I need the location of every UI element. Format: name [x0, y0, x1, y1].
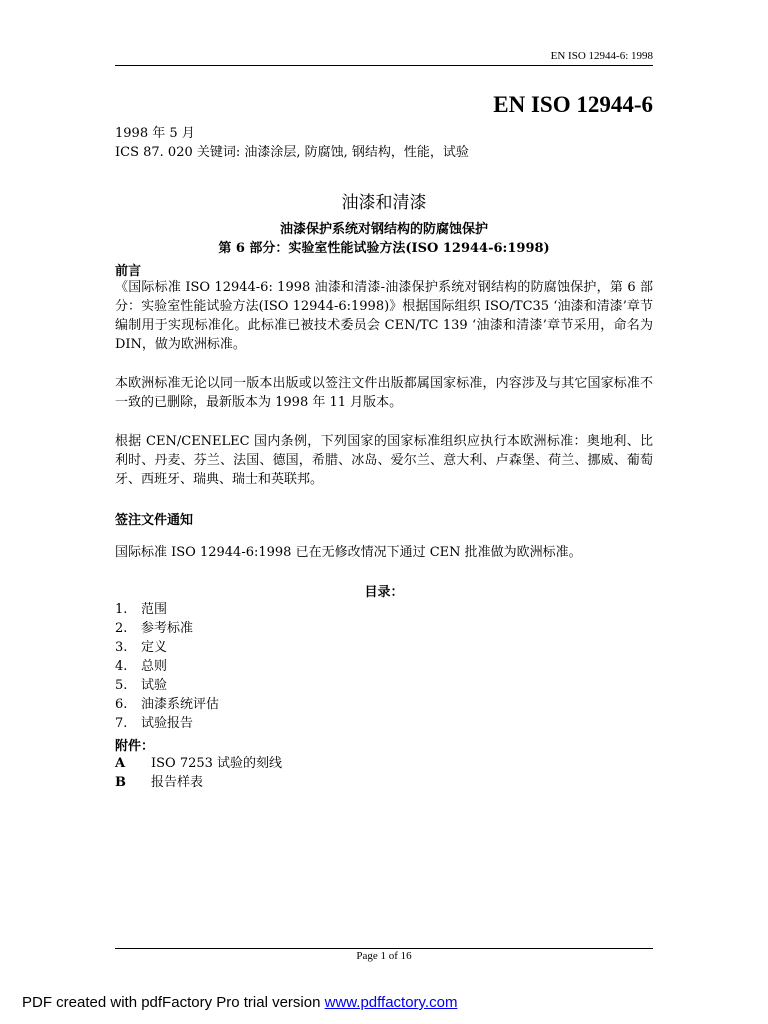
- toc-item-label: 参考标准: [141, 621, 194, 636]
- toc-item-label: 油漆系统评估: [141, 697, 220, 712]
- foreword-paragraph-2: 本欧洲标准无论以同一版本出版或以签注文件出版都属国家标准，内容涉及与其它国家标准不一致的已删除，最新版本为 1998 年 11 月版本。: [115, 376, 653, 410]
- toc-item-number: 2.: [115, 621, 128, 636]
- annex-label: ISO 7253 试验的刻线: [151, 756, 283, 771]
- table-of-contents: [115, 600, 219, 733]
- toc-item-number: 1.: [115, 602, 128, 617]
- toc-item: [115, 619, 219, 638]
- foreword-paragraph-1: 《国际标准 ISO 12944-6: 1998 油漆和清漆-油漆保护系统对钢结构的防腐蚀保护，第 6 部分：实验室性能试验方法(ISO 12944-6:1998)》根据国际组织 ISO/TC35 ‘油漆和清漆’章节编制用于实现标准化。此标准已被技术委员会 CEN/TC 139 ‘油漆和清漆’章节采用，命名为 DIN，做为欧洲标准。: [115, 280, 653, 352]
- toc-item-label: 试验: [141, 678, 168, 693]
- toc-item-label: 范围: [141, 602, 168, 617]
- endorsement-text: 国际标准 ISO 12944-6:1998 已在无修改情况下通过 CEN 批准做为欧洲标准。: [115, 545, 582, 560]
- toc-item: [115, 676, 219, 695]
- annex-item: [115, 773, 282, 792]
- toc-item-number: 7.: [115, 716, 128, 731]
- toc-item-number: 3.: [115, 640, 128, 655]
- toc-item-label: 总则: [141, 659, 168, 674]
- toc-item-number: 6.: [115, 697, 128, 712]
- document-number-title: EN ISO 12944-6: [493, 92, 653, 117]
- page-number: Page 1 of 16: [356, 950, 412, 962]
- publication-date: 1998 年 5 月: [115, 126, 195, 141]
- toc-item-number: 5.: [115, 678, 128, 693]
- toc-heading: 目录：: [364, 585, 404, 600]
- annex-letter: A: [115, 756, 126, 771]
- toc-item: [115, 638, 219, 657]
- toc-item-number: 4.: [115, 659, 128, 674]
- toc-item: [115, 695, 219, 714]
- foreword-heading: 前言: [115, 264, 142, 279]
- pdf-note-text: PDF created with pdfFactory Pro trial version: [22, 994, 325, 1011]
- subtitle-part: 第 6 部分：实验室性能试验方法(ISO 12944-6:1998): [218, 241, 550, 256]
- annex-label: 报告样表: [151, 775, 204, 790]
- toc-item: [115, 714, 219, 733]
- toc-item: [115, 657, 219, 676]
- annex-list: [115, 754, 282, 792]
- pdffactory-link[interactable]: www.pdffactory.com: [324, 994, 458, 1011]
- annex-letter: B: [115, 775, 126, 790]
- header-rule: [115, 65, 653, 66]
- endorsement-heading: 签注文件通知: [115, 513, 194, 528]
- annex-heading: 附件：: [115, 739, 155, 754]
- toc-item-label: 定义: [141, 640, 168, 655]
- annex-item: [115, 754, 282, 773]
- ics-keywords: ICS 87. 020 关键词: 油漆涂层, 防腐蚀, 钢结构，性能，试验: [115, 145, 469, 160]
- foreword-paragraph-3: 根据 CEN/CENELEC 国内条例，下列国家的国家标准组织应执行本欧洲标准：奥地利、比利时、丹麦、芬兰、法国、德国，希腊、冰岛、爱尔兰、意大利、卢森堡、荷兰、挪威、葡萄牙、西班牙、瑞典、瑞士和英联邦。: [115, 434, 653, 487]
- toc-item: [115, 600, 219, 619]
- subtitle-main: 油漆保护系统对钢结构的防腐蚀保护: [279, 222, 488, 237]
- pdf-creator-note: [22, 994, 457, 1011]
- running-header: EN ISO 12944-6: 1998: [550, 50, 653, 62]
- footer-rule: [115, 948, 653, 949]
- toc-item-label: 试验报告: [141, 716, 194, 731]
- main-title: 油漆和清漆: [341, 193, 427, 213]
